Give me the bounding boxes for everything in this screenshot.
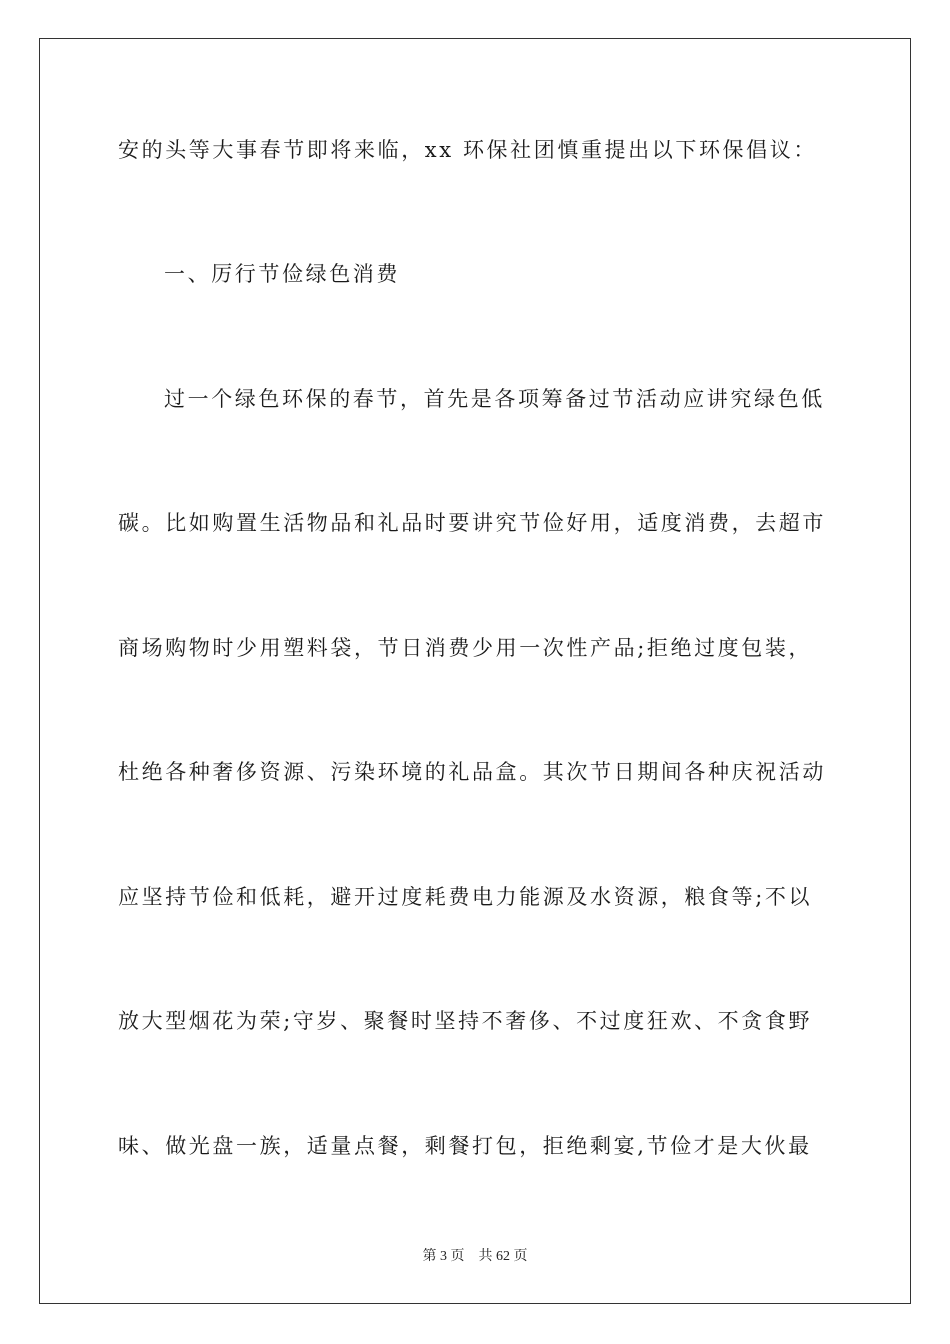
page-footer (0, 1248, 950, 1266)
text-line-5: 商场购物时少用塑料袋，节日消费少用一次性产品;拒绝过度包装， (118, 636, 813, 660)
text-line-1: 安的头等大事春节即将来临，xx 环保社团慎重提出以下环保倡议： (118, 138, 817, 162)
page-total: 共 62 页 (478, 1249, 528, 1264)
text-line-8: 放大型烟花为荣;守岁、聚餐时坚持不奢侈、不过度狂欢、不贪食野 (118, 1009, 813, 1033)
section-heading: 一、厉行节俭绿色消费 (164, 262, 400, 286)
text-line-3: 过一个绿色环保的春节，首先是各项筹备过节活动应讲究绿色低 (164, 387, 825, 411)
page-number: 第 3 页 (422, 1249, 465, 1264)
text-line-7: 应坚持节俭和低耗，避开过度耗费电力能源及水资源，粮食等;不以 (118, 885, 813, 909)
page-frame (39, 38, 911, 1304)
text-line-9: 味、做光盘一族，适量点餐，剩餐打包，拒绝剩宴,节俭才是大伙最 (118, 1134, 812, 1158)
text-line-6: 杜绝各种奢侈资源、污染环境的礼品盒。其次节日期间各种庆祝活动 (118, 760, 826, 784)
text-line-4: 碳。比如购置生活物品和礼品时要讲究节俭好用，适度消费，去超市 (118, 511, 826, 535)
